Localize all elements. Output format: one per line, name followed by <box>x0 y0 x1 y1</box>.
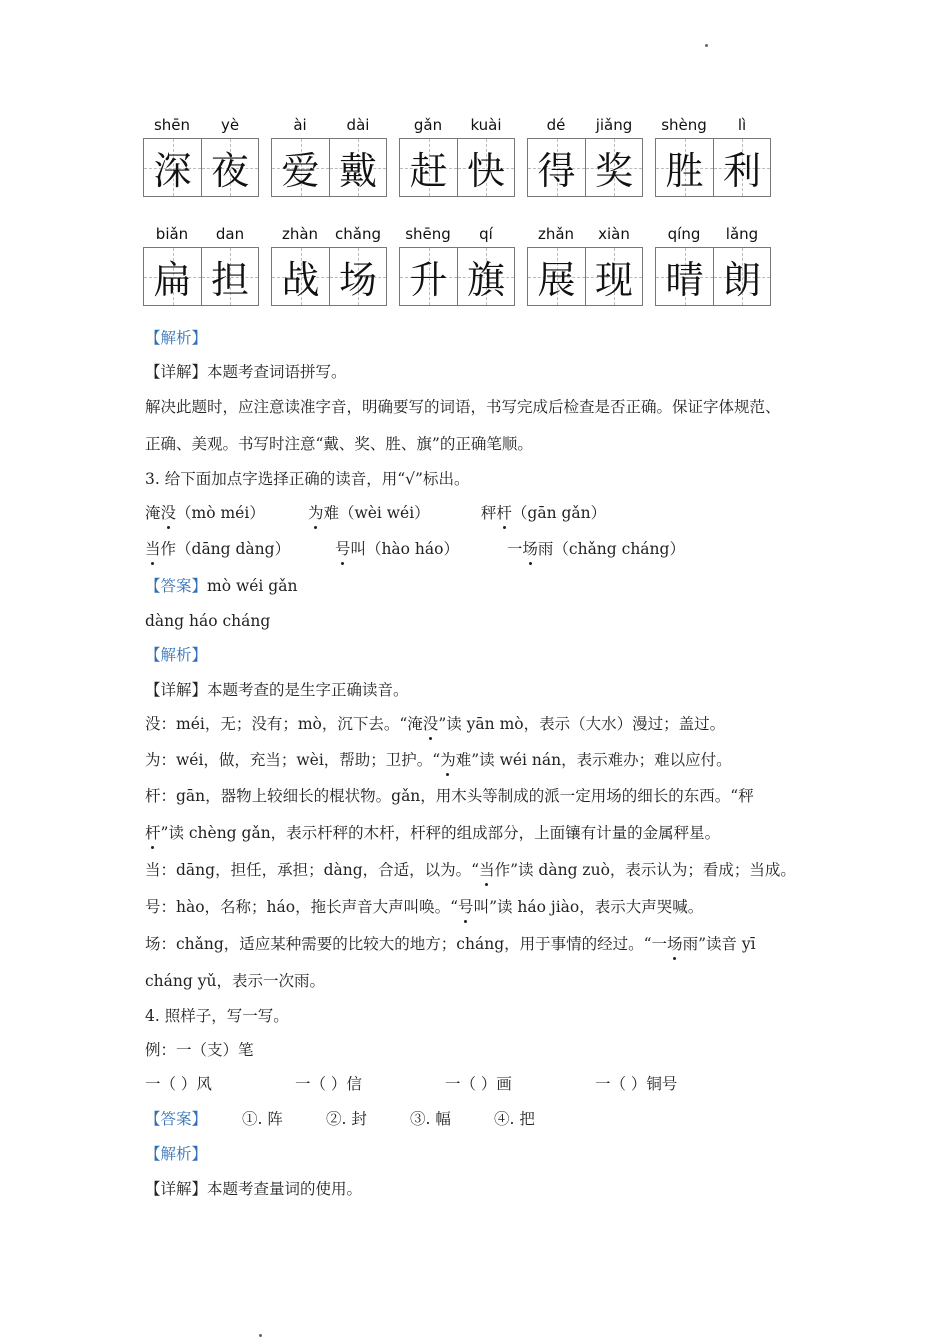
pinyin: jiǎng <box>595 116 633 134</box>
hanzi-char: 展 <box>537 258 576 302</box>
dotted-char: 没 <box>160 504 177 522</box>
q3-answer-tag: 【答案】 <box>145 577 208 595</box>
word-grid-row-1 <box>143 116 783 197</box>
q3-explain-chang-2: cháng yǔ，表示一次雨。 <box>145 972 325 990</box>
pinyin-row <box>655 225 771 247</box>
q4-answer-3: ③. 幅 <box>410 1110 451 1128</box>
pinyin: qíng <box>667 225 701 243</box>
grid-cell <box>400 248 457 305</box>
q3-answer-line-1: mò wéi gǎn <box>207 577 298 595</box>
grid-cell <box>272 139 329 196</box>
tianzi-grid <box>399 247 515 306</box>
hanzi-char: 朗 <box>722 258 761 302</box>
dotted-char: 为 <box>307 504 324 522</box>
q3-answer-line-2: dàng háo cháng <box>145 612 271 630</box>
grid-cell <box>713 248 770 305</box>
hanzi-char: 担 <box>210 258 249 302</box>
q2-xiangjie-text: 本题考查词语拼写。 <box>207 363 347 381</box>
scan-dot-top <box>705 44 708 47</box>
dotted-char: 为 <box>440 751 456 769</box>
q3-title: 3. 给下面加点字选择正确的读音，用“√”标出。 <box>145 470 470 488</box>
pinyin: ài <box>293 116 307 134</box>
q3-explain-wei: 为：wéi，做，充当；wèi，帮助；卫护。“为难”读 wéi nán，表示难办；难以应付。 <box>145 751 732 769</box>
hanzi-char: 扁 <box>153 258 192 302</box>
pinyin: kuài <box>470 116 502 134</box>
word-group <box>527 225 643 306</box>
q2-jiexi-tag: 【解析】 <box>145 329 208 347</box>
q3-opt-2: 为难（wèi wéi） <box>307 504 430 522</box>
q3-xiangjie-tag: 【详解】 <box>145 681 208 699</box>
grid-cell <box>329 248 386 305</box>
q2-xiangjie-tag: 【详解】 <box>145 363 208 381</box>
q4-jiexi-tag: 【解析】 <box>145 1145 208 1163</box>
q3-opt-6: 一场雨（chǎng cháng） <box>506 540 685 558</box>
dotted-char: 当 <box>145 540 161 558</box>
hanzi-char: 旗 <box>466 258 505 302</box>
q4-answer-1: ①. 阵 <box>242 1110 283 1128</box>
word-group <box>399 116 515 197</box>
pinyin-row <box>143 116 259 138</box>
pinyin: shèng <box>661 116 707 134</box>
pinyin-row <box>527 116 643 138</box>
tianzi-grid <box>143 247 259 306</box>
scan-dot-bottom <box>259 1334 262 1337</box>
q3-jiexi-tag: 【解析】 <box>145 646 208 664</box>
pinyin: qí <box>479 225 493 243</box>
q3-xiangjie-text: 本题考查的是生字正确读音。 <box>207 681 409 699</box>
tianzi-grid <box>527 138 643 197</box>
q4-blank-2: 一（ ）信 <box>295 1075 362 1093</box>
grid-cell <box>656 248 713 305</box>
tianzi-grid <box>143 138 259 197</box>
q3-xiangjie <box>145 680 409 700</box>
pinyin-row <box>271 225 387 247</box>
q3-opt-1: 淹没（mò méi） <box>145 504 265 522</box>
grid-cell <box>144 248 201 305</box>
q3-option-row-2 <box>145 539 685 559</box>
hanzi-char: 夜 <box>210 149 249 193</box>
grid-cell <box>585 248 642 305</box>
grid-cell <box>272 248 329 305</box>
q3-explain-gan-1: 杆：gān，器物上较细长的棍状物。gǎn，用木头等制成的派一定用场的细长的东西。“秤 <box>145 787 754 805</box>
q3-option-row-1 <box>145 503 606 523</box>
q4-example: 例：一（支）笔 <box>145 1041 254 1059</box>
q3-explain-hao: 号：hào，名称；háo，拖长声音大声叫唤。“号叫”读 háo jiào，表示大声哭喊。 <box>145 898 704 916</box>
q2-para-1: 解决此题时，应注意读准字音，明确要写的词语，书写完成后检查是否正确。保证字体规范、 <box>145 398 781 416</box>
pinyin: zhǎn <box>537 225 575 243</box>
tianzi-grid <box>655 247 771 306</box>
q4-blank-1: 一（ ）风 <box>145 1075 212 1093</box>
hanzi-char: 深 <box>153 149 192 193</box>
hanzi-char: 爱 <box>281 149 320 193</box>
dotted-char: 当 <box>479 861 495 879</box>
pinyin-row <box>271 116 387 138</box>
q4-blank-4: 一（ ）铜号 <box>595 1075 678 1093</box>
dotted-char: 杆 <box>145 824 161 842</box>
q4-blanks <box>145 1074 677 1094</box>
pinyin: xiàn <box>598 225 630 243</box>
pinyin: lì <box>737 116 747 134</box>
hanzi-char: 快 <box>466 149 505 193</box>
grid-cell <box>201 139 258 196</box>
pinyin-row <box>655 116 771 138</box>
hanzi-char: 得 <box>537 149 576 193</box>
q4-blank-3: 一（ ）画 <box>445 1075 512 1093</box>
grid-cell <box>656 139 713 196</box>
q4-xiangjie-tag: 【详解】 <box>145 1180 208 1198</box>
tianzi-grid <box>271 138 387 197</box>
grid-cell <box>528 139 585 196</box>
q4-xiangjie-text: 本题考查量词的使用。 <box>207 1180 363 1198</box>
q2-para-2: 正确、美观。书写时注意“戴、奖、胜、旗”的正确笔顺。 <box>145 435 533 453</box>
word-group <box>143 225 259 306</box>
word-grid-row-2 <box>143 225 783 306</box>
tianzi-grid <box>399 138 515 197</box>
grid-cell <box>329 139 386 196</box>
hanzi-char: 胜 <box>665 149 704 193</box>
pinyin: lǎng <box>725 225 759 243</box>
pinyin: gǎn <box>413 116 443 134</box>
q4-title: 4. 照样子，写一写。 <box>145 1007 289 1025</box>
hanzi-char: 奖 <box>594 149 633 193</box>
dotted-char: 没 <box>422 715 439 733</box>
q4-answer-4: ④. 把 <box>494 1110 535 1128</box>
tianzi-grid <box>655 138 771 197</box>
pinyin: biǎn <box>155 225 189 243</box>
hanzi-char: 利 <box>722 149 761 193</box>
q3-opt-5: 号叫（hào háo） <box>334 540 459 558</box>
grid-cell <box>713 139 770 196</box>
q4-answer <box>145 1109 535 1129</box>
pinyin: shēn <box>153 116 191 134</box>
hanzi-char: 场 <box>338 258 377 302</box>
q3-opt-3: 秤杆（gān gǎn） <box>480 504 607 522</box>
pinyin: dan <box>215 225 245 243</box>
hanzi-char: 晴 <box>665 258 704 302</box>
q4-answer-2: ②. 封 <box>326 1110 367 1128</box>
hanzi-char: 现 <box>594 258 633 302</box>
word-group <box>143 116 259 197</box>
grid-cell <box>201 248 258 305</box>
grid-cell <box>457 139 514 196</box>
q4-answer-tag: 【答案】 <box>145 1110 208 1128</box>
dotted-char: 号 <box>458 898 474 916</box>
grid-cell <box>400 139 457 196</box>
pinyin-row <box>143 225 259 247</box>
q2-xiangjie <box>145 362 347 382</box>
tianzi-grid <box>527 247 643 306</box>
pinyin-row <box>527 225 643 247</box>
q4-xiangjie <box>145 1179 362 1199</box>
dotted-char: 号 <box>334 540 351 558</box>
q3-explain-gan-2: 杆”读 chèng gǎn，表示杆秤的木杆，杆秤的组成部分，上面镶有计量的金属秤星。 <box>145 824 721 842</box>
pinyin: chǎng <box>335 225 381 243</box>
pinyin-row <box>399 116 515 138</box>
q3-opt-4: 当作（dāng dàng） <box>145 540 291 558</box>
dotted-char: 场 <box>667 935 683 953</box>
grid-cell <box>528 248 585 305</box>
pinyin-row <box>399 225 515 247</box>
tianzi-grid <box>271 247 387 306</box>
pinyin: zhàn <box>281 225 319 243</box>
dotted-char: 场 <box>522 540 538 558</box>
hanzi-char: 升 <box>409 258 448 302</box>
q3-explain-dang: 当：dāng，担任，承担；dàng，合适，以为。“当作”读 dàng zuò，表示认为；看成；当成。 <box>145 861 796 879</box>
q3-explain-chang-1: 场：chǎng，适应某种需要的比较大的地方；cháng，用于事情的经过。“一场雨”读音 yī <box>145 935 756 953</box>
dotted-char: 杆 <box>496 504 512 522</box>
hanzi-char: 战 <box>281 258 320 302</box>
hanzi-char: 戴 <box>338 149 377 193</box>
word-group <box>271 225 387 306</box>
word-group <box>655 225 771 306</box>
word-group <box>527 116 643 197</box>
grid-cell <box>144 139 201 196</box>
word-group <box>399 225 515 306</box>
pinyin: dé <box>546 116 566 134</box>
pinyin: shēng <box>405 225 451 243</box>
q3-explain-mei: 没：méi，无；没有；mò，沉下去。“淹没”读 yān mò，表示（大水）漫过；盖过。 <box>145 715 726 733</box>
pinyin: yè <box>220 116 240 134</box>
word-group <box>655 116 771 197</box>
grid-cell <box>457 248 514 305</box>
pinyin: dài <box>346 116 370 134</box>
word-group <box>271 116 387 197</box>
grid-cell <box>585 139 642 196</box>
q3-answer <box>145 576 297 596</box>
hanzi-char: 赶 <box>409 149 448 193</box>
